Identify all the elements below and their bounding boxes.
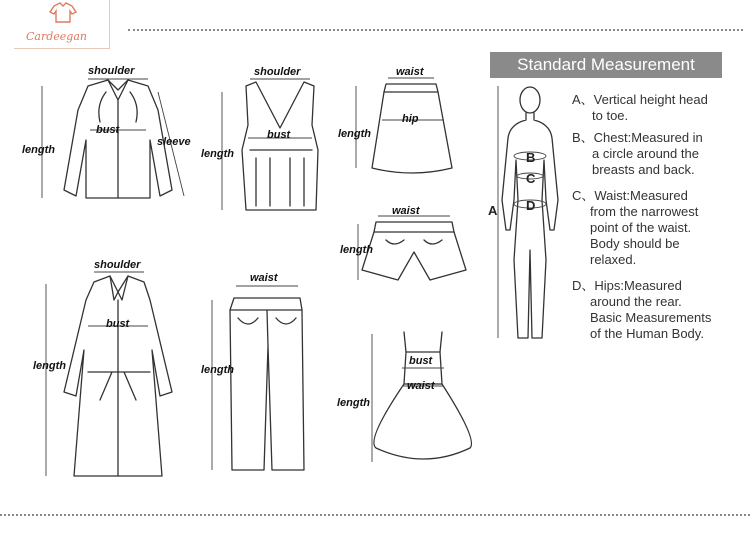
- shirt-length-label: length: [22, 144, 55, 156]
- item-line: Hips:Measured: [594, 278, 682, 293]
- item-line: breasts and back.: [592, 162, 695, 177]
- vest-shoulder-label: shoulder: [254, 66, 301, 78]
- item-prefix: C、: [572, 188, 595, 203]
- dress-length-label: length: [337, 397, 370, 409]
- measurement-item-c: [572, 188, 698, 268]
- vest-drawing: [222, 79, 318, 210]
- shirt-sleeve-label: sleeve: [157, 136, 191, 148]
- figure-letter-c: C: [526, 171, 536, 186]
- dress-drawing: [372, 332, 471, 462]
- dress-bust-label: bust: [409, 355, 433, 367]
- dress-waist-label: waist: [407, 380, 435, 392]
- item-line: Waist:Measured: [594, 188, 688, 203]
- shirt-shoulder-label: shoulder: [88, 65, 135, 77]
- figure-letter-d: D: [526, 198, 536, 213]
- panel-title: Standard Measurement: [490, 52, 722, 78]
- skirt-waist-label: waist: [396, 66, 424, 78]
- pants-waist-label: waist: [250, 272, 278, 284]
- item-line: from the narrowest: [590, 204, 699, 219]
- human-body-figure: [494, 80, 574, 348]
- coat-bust-label: bust: [106, 318, 130, 330]
- vest-length-label: length: [201, 148, 234, 160]
- skirt-length-label: length: [338, 128, 371, 140]
- pants-length-label: length: [201, 364, 234, 376]
- item-line: Chest:Measured in: [593, 130, 703, 145]
- item-line: around the rear.: [590, 294, 682, 309]
- item-line: of the Human Body.: [590, 326, 704, 341]
- item-line: Body should be: [590, 236, 680, 251]
- item-line: Vertical height head: [593, 92, 708, 107]
- item-prefix: B、: [572, 130, 594, 145]
- item-line: Basic Measurements: [590, 310, 712, 325]
- coat-length-label: length: [33, 360, 66, 372]
- measurement-item-a: [572, 92, 708, 124]
- figure-letter-a: A: [488, 203, 498, 218]
- item-line: a circle around the: [592, 146, 699, 161]
- item-line: relaxed.: [590, 252, 637, 267]
- coat-shoulder-label: shoulder: [94, 259, 141, 271]
- vest-bust-label: bust: [267, 129, 291, 141]
- shirt-bust-label: bust: [96, 124, 120, 136]
- item-prefix: D、: [572, 278, 595, 293]
- measurement-item-b: [572, 130, 703, 178]
- shorts-length-label: length: [340, 244, 373, 256]
- brand-name: Cardeegan: [26, 30, 87, 43]
- skirt-hip-label: hip: [402, 113, 419, 125]
- shorts-drawing: [358, 216, 466, 280]
- item-prefix: A、: [572, 92, 594, 107]
- measurement-item-d: [572, 278, 711, 342]
- skirt-drawing: [356, 78, 452, 173]
- figure-letter-b: B: [526, 150, 536, 165]
- item-line: to toe.: [592, 108, 629, 123]
- coat-drawing: [46, 272, 172, 476]
- item-line: point of the waist.: [590, 220, 692, 235]
- shorts-waist-label: waist: [392, 205, 420, 217]
- pants-drawing: [212, 286, 304, 470]
